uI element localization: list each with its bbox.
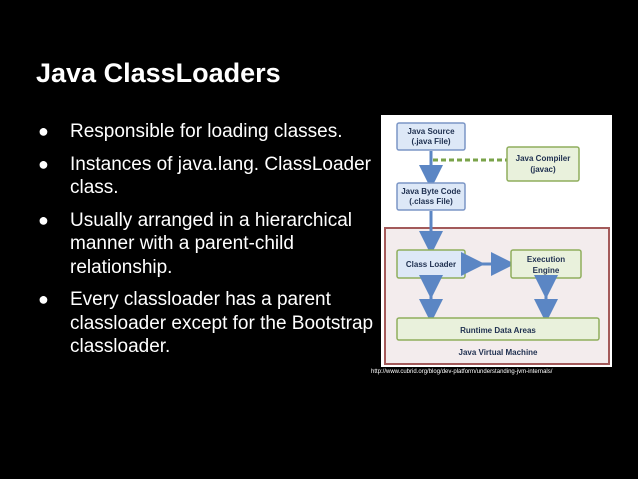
bullet-item: [36, 288, 376, 359]
execution-engine-label: Execution: [526, 255, 566, 264]
bullet-item: [36, 120, 376, 144]
bullet-item: [36, 209, 376, 280]
java-source-sublabel: (.java File): [411, 137, 451, 146]
java-compiler-sublabel: (javac): [530, 165, 556, 174]
slide-title: Java ClassLoaders: [36, 58, 281, 88]
java-compiler-label: Java Compiler: [515, 154, 571, 163]
bullet-text: Every classloader has a parent classloader except for the Bootstrap classloader.: [70, 289, 374, 357]
execution-engine-sublabel: Engine: [532, 266, 560, 275]
bullet-item: [36, 153, 376, 200]
bullet-dot-icon: ●: [38, 153, 49, 174]
bullet-dot-icon: ●: [38, 209, 49, 230]
java-byte-code-label: Java Byte Code: [401, 187, 461, 196]
jvm-container: [385, 228, 609, 364]
jvm-label: Java Virtual Machine: [458, 348, 538, 357]
bullet-text: Responsible for loading classes.: [70, 121, 343, 142]
bullet-list: [36, 120, 376, 368]
class-loader-label: Class Loader: [405, 260, 457, 269]
java-source-label: Java Source: [407, 127, 455, 136]
jvm-architecture-diagram: [381, 115, 612, 367]
source-caption: http://www.cubrid.org/blog/dev-platform/understanding-jvm-internals/: [371, 369, 553, 375]
bullet-text: Instances of java.lang. ClassLoader class.: [70, 153, 372, 198]
bullet-dot-icon: ●: [38, 121, 49, 141]
runtime-data-areas-label: Runtime Data Areas: [460, 326, 536, 335]
java-compiler-box: [507, 147, 579, 181]
bullet-text: Usually arranged in a hierarchical manner with a parent-child relationship.: [70, 209, 352, 278]
diagram-canvas: [381, 115, 612, 367]
java-byte-code-sublabel: (.class File): [409, 197, 453, 206]
bullet-dot-icon: ●: [38, 289, 49, 309]
